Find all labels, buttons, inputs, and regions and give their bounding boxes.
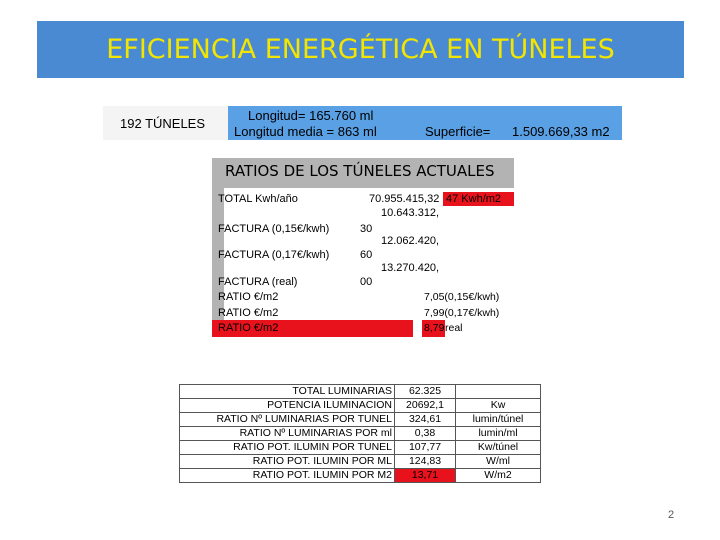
page-number: 2 [668,509,675,521]
table-row [180,427,541,441]
factura2-cont: 60 [360,249,373,261]
table-row [180,441,541,455]
stat-value: 62.325 [395,385,456,399]
stat-label: TOTAL LUMINARIAS [180,385,395,399]
stat-value: 107,77 [395,441,456,455]
tunnel-count: 192 TÚNELES [120,116,206,131]
stat-unit [456,385,541,399]
stat-value: 0,38 [395,427,456,441]
stat-label: RATIO Nº LUMINARIAS POR TUNEL [180,413,395,427]
table-row [180,469,541,483]
stat-value: 324,61 [395,413,456,427]
ratio3-suffix: real [445,322,463,334]
ratio1-label: RATIO €/m2 [218,291,279,303]
lighting-stats-table [179,384,541,483]
ratios-heading: RATIOS DE LOS TÚNELES ACTUALES [225,162,495,180]
stat-unit: lumin/ml [456,427,541,441]
ratio3-label: RATIO €/m2 [218,322,279,334]
table-row [180,413,541,427]
superficie-label: Superficie= [425,124,491,139]
factura3-value: 13.270.420, [381,262,440,274]
ratio3-value: 8,79 [424,322,445,334]
factura2-value: 12.062.420, [381,235,440,247]
factura3-cont: 00 [360,276,373,288]
table-row [180,399,541,413]
factura1-cont: 30 [360,223,373,235]
stat-value: 13,71 [395,469,456,483]
table-row [180,455,541,469]
stat-unit: W/ml [456,455,541,469]
stat-unit: lumin/túnel [456,413,541,427]
stat-label: RATIO POT. ILUMIN POR M2 [180,469,395,483]
longitud: Longitud= 165.760 ml [248,108,374,123]
stat-value: 20692,1 [395,399,456,413]
stat-unit: Kw/túnel [456,441,541,455]
longitud-media: Longitud media = 863 ml [234,124,377,139]
total-kwh-unit: 47 Kwh/m2 [446,193,502,205]
stat-unit: Kw [456,399,541,413]
factura2-label: FACTURA (0,17€/kwh) [218,249,330,261]
stat-unit: W/m2 [456,469,541,483]
superficie-value: 1.509.669,33 m2 [512,124,610,139]
stat-label: RATIO POT. ILUMIN POR ML [180,455,395,469]
factura3-label: FACTURA (real) [218,276,298,288]
stat-value: 124,83 [395,455,456,469]
total-kwh-value: 70.955.415,32 [369,193,440,205]
table-row [180,385,541,399]
ratio2-label: RATIO €/m2 [218,307,279,319]
factura1-value: 10.643.312, [381,207,440,219]
stat-label: RATIO Nº LUMINARIAS POR ml [180,427,395,441]
stat-label: POTENCIA ILUMINACION [180,399,395,413]
factura1-label: FACTURA (0,15€/kwh) [218,223,330,235]
total-kwh-label: TOTAL Kwh/año [218,193,298,205]
page-title: EFICIENCIA ENERGÉTICA EN TÚNELES [106,34,615,65]
ratio1-value: 7,05(0,15€/kwh) [424,291,500,303]
ratio2-value: 7,99(0,17€/kwh) [424,307,500,319]
stat-label: RATIO POT. ILUMIN POR TUNEL [180,441,395,455]
